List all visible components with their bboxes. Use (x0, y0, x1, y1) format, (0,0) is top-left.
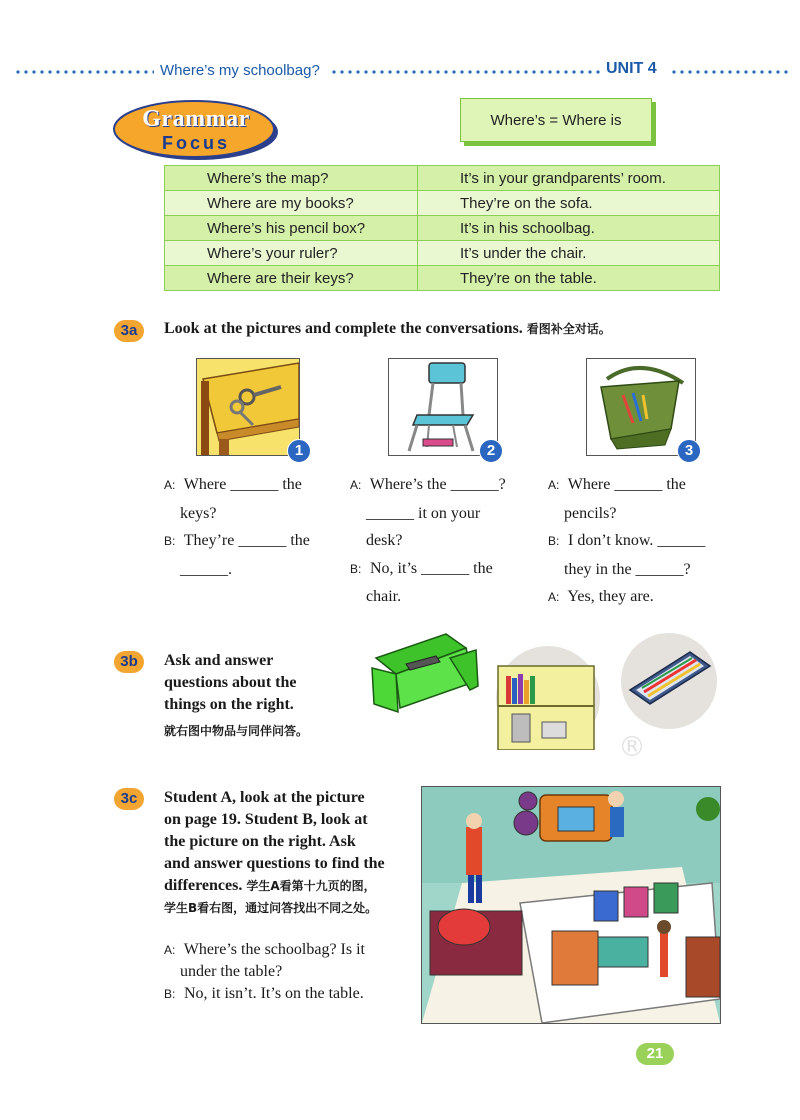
speaker: B: (350, 561, 362, 576)
instruction-3a (164, 318, 611, 340)
dialog-3 (548, 471, 705, 612)
picture-number: 3 (677, 439, 701, 463)
speaker: A: (548, 590, 560, 604)
picture-room-scene (421, 786, 721, 1024)
instruction-line: Ask and answer (164, 652, 274, 669)
picture-chair (388, 358, 498, 459)
dialog-text: keys? (180, 504, 217, 522)
dialog-line (548, 527, 705, 556)
dialog-text: I don’t know. ______ (568, 532, 706, 549)
dialog-text: ______ it on your (366, 504, 481, 522)
table-answer: It’s under the chair. (418, 241, 720, 266)
instruction-line: questions about the (164, 674, 297, 691)
header-dots-right (670, 70, 788, 74)
picture-pencil-box (620, 632, 718, 730)
dialog-text: Where ______ the (183, 476, 302, 493)
dialog-text: Where’s the schoolbag? Is it (183, 941, 365, 958)
dialog-text: Yes, they are. (567, 588, 654, 605)
dialog-line (548, 583, 705, 612)
grammar-focus-badge (112, 98, 280, 162)
header-title: Where’s my schoolbag? (160, 62, 320, 79)
dialog-line (164, 983, 365, 1005)
dialog-text: chair. (366, 588, 402, 605)
table-answer: It’s in your grandparents’ room. (418, 166, 720, 191)
picture-bag (586, 358, 696, 459)
picture-sofa (366, 628, 482, 716)
page-number: 21 (636, 1043, 674, 1065)
dialog-line (164, 527, 310, 556)
instruction-line: Student A, look at the picture (164, 789, 365, 806)
dialog-line (548, 556, 705, 584)
picture-number: 2 (479, 439, 503, 463)
instruction-3c-zh-1: 学生A看第十九页的图， (246, 879, 376, 893)
speaker: A: (164, 943, 176, 957)
dialog-line (164, 939, 365, 961)
dialog-line (548, 500, 705, 528)
speaker: B: (548, 534, 560, 548)
table-answer: They’re on the table. (418, 266, 720, 291)
dialog-text: Where’s the ______? (369, 476, 506, 493)
dialog-1 (164, 471, 310, 583)
speaker: B: (164, 534, 176, 548)
instruction-line: on page 19. Student B, look at (164, 811, 368, 828)
picture-keys-on-table (196, 358, 304, 459)
instruction-line: things on the right. (164, 696, 294, 713)
instruction-3b (164, 650, 308, 742)
table-answer: It’s in his schoolbag. (418, 216, 720, 241)
table-question: Where are their keys? (165, 266, 418, 291)
header-dots-left (14, 70, 154, 74)
dialog-line (350, 500, 506, 528)
table-row (165, 241, 720, 266)
table-row (165, 191, 720, 216)
table-question: Where’s his pencil box? (165, 216, 418, 241)
table-answer: They’re on the sofa. (418, 191, 720, 216)
grammar-table (164, 165, 720, 291)
dialog-text: desk? (366, 532, 403, 549)
table-question: Where’s the map? (165, 166, 418, 191)
section-badge-3c: 3c (114, 788, 144, 810)
instruction-3b-zh: 就右图中物品与同伴问答。 (164, 724, 309, 738)
header-dots-middle (330, 70, 600, 74)
grammar-title: Grammar (142, 106, 250, 132)
instruction-line (164, 875, 385, 897)
instruction-text: differences. (164, 877, 243, 894)
dialog-text: They’re ______ the (183, 532, 310, 549)
speaker: A: (164, 478, 176, 492)
table-question: Where’s your ruler? (165, 241, 418, 266)
header-unit: UNIT 4 (606, 60, 657, 77)
watermark-registered: ® (618, 730, 646, 763)
dialog-text: they in the ______? (564, 560, 691, 578)
dialog-3c (164, 939, 365, 1005)
grammar-subtitle: Focus (161, 133, 230, 153)
dialog-line (164, 556, 310, 584)
section-badge-3b: 3b (114, 651, 144, 673)
table-row (165, 266, 720, 291)
speaker: A: (548, 478, 560, 492)
speaker: B: (164, 987, 176, 1001)
dialog-line (350, 471, 506, 500)
table-question: Where are my books? (165, 191, 418, 216)
instruction-3a-en: Look at the pictures and complete the conversations. (164, 320, 523, 337)
picture-number: 1 (287, 439, 311, 463)
dialog-text: under the table? (180, 963, 283, 980)
dialog-line (548, 471, 705, 500)
speaker: A: (350, 478, 362, 492)
dialog-text: Where ______ the (567, 476, 686, 493)
instruction-3c (164, 787, 385, 919)
instruction-3c-zh-2: 学生B看右图，通过问答找出不同之处。 (164, 901, 378, 915)
picture-bookcase (492, 646, 604, 750)
dialog-line (350, 555, 506, 584)
dialog-line (350, 527, 506, 555)
where-is-box: Where’s = Where is (460, 98, 652, 142)
instruction-line: the picture on the right. Ask (164, 833, 356, 850)
dialog-line (164, 471, 310, 500)
dialog-2 (350, 471, 506, 611)
instruction-line: and answer questions to find the (164, 855, 385, 872)
instruction-3a-zh: 看图补全对话。 (526, 322, 611, 336)
dialog-text: ______. (180, 560, 232, 578)
table-row (165, 216, 720, 241)
dialog-text: pencils? (564, 504, 617, 522)
dialog-text: No, it isn’t. It’s on the table. (184, 985, 364, 1002)
dialog-line (350, 583, 506, 611)
section-badge-3a: 3a (114, 320, 144, 342)
table-row (165, 166, 720, 191)
dialog-text: No, it’s ______ the (370, 559, 493, 577)
dialog-line (164, 961, 365, 983)
dialog-line (164, 500, 310, 528)
